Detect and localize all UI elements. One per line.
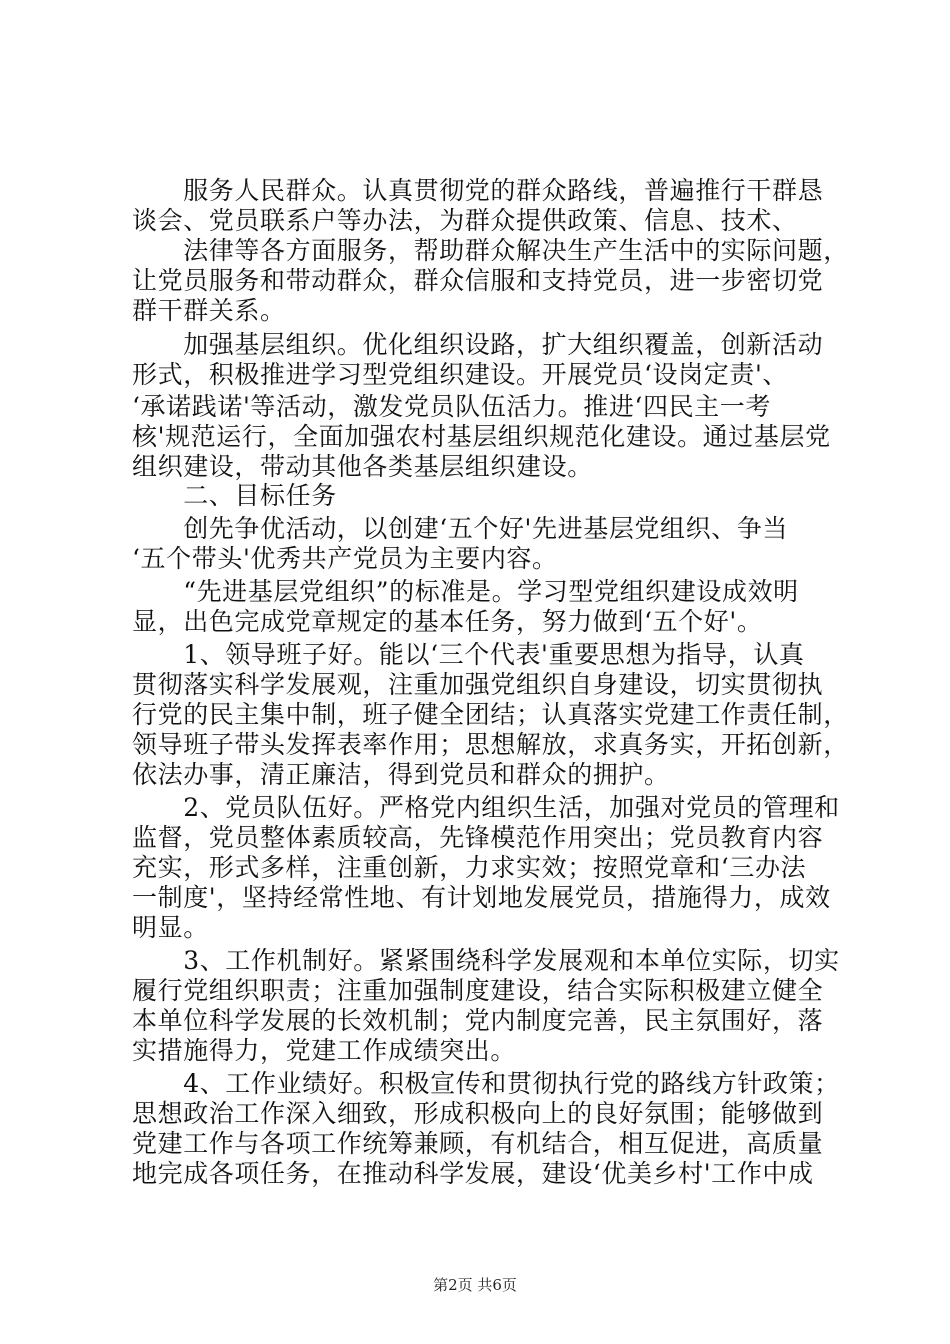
text-line: 行党的民主集中制，班子健全团结；认真落实党建工作责任制，	[132, 700, 849, 729]
text-line: 监督，党员整体素质较高，先锋模范作用突出；党员教育内容	[132, 823, 824, 852]
text-line: 组织建设，带动其他各类基层组织建设。	[132, 452, 593, 481]
text-line: 4、工作业绩好。积极宣传和贯彻执行党的路线方针政策；	[132, 1069, 840, 1098]
text-line: 法律等各方面服务，帮助群众解决生产生活中的实际问题，	[132, 236, 849, 265]
text-line: 3、工作机制好。紧紧围绕科学发展观和本单位实际，切实	[132, 946, 840, 975]
text-line: 让党员服务和带动群众，群众信服和支持党员，进一步密切党	[132, 266, 824, 295]
text-line: 履行党组织职责；注重加强制度建设，结合实际积极建立健全	[132, 976, 824, 1005]
text-line: 1、领导班子好。能以‘三个代表'重要思想为指导，认真	[132, 640, 805, 669]
text-line: 充实，形式多样，注重创新，力求实效；按照党章和‘三办法	[132, 853, 807, 882]
text-line: 依法办事，清正廉洁，得到党员和群众的拥护。	[132, 760, 670, 789]
text-line: 本单位科学发展的长效机制；党内制度完善，民主氛围好，落	[132, 1006, 824, 1035]
text-line: ‘五个带头'优秀共产党员为主要内容。	[132, 544, 558, 573]
text-line: 显，出色完成党章规定的基本任务，努力做到‘五个好'。	[132, 607, 763, 636]
text-line: 贯彻落实科学发展观，注重加强党组织自身建设，切实贯彻执	[132, 670, 824, 699]
text-line: 核'规范运行，全面加强农村基层组织规范化建设。通过基层党	[132, 422, 831, 451]
text-line: ‘承诺践诺'等活动，激发党员队伍活力。推进‘四民主一考	[132, 392, 771, 421]
text-line: 领导班子带头发挥表率作用；思想解放，求真务实，开拓创新，	[132, 730, 849, 759]
text-line: 一制度'，坚持经常性地、有计划地发展党员，措施得力，成效	[132, 883, 831, 912]
text-line: 地完成各项任务，在推动科学发展，建设‘优美乡村'工作中成	[132, 1159, 814, 1188]
text-line: 实措施得力，党建工作成绩突出。	[132, 1036, 517, 1065]
text-line: 明显。	[132, 913, 209, 942]
text-line: 思想政治工作深入细致，形成积极向上的良好氛围；能够做到	[132, 1099, 824, 1128]
section-heading: 二、目标任务	[132, 481, 337, 510]
text-line: 创先争优活动，以创建‘五个好'先进基层党组织、争当	[132, 514, 789, 543]
text-line: 党建工作与各项工作统筹兼顾，有机结合，相互促进，高质量	[132, 1129, 824, 1158]
text-line: 形式，积极推进学习型党组织建设。开展党员‘设岗定责'、	[132, 360, 789, 389]
text-line: 加强基层组织。优化组织设路，扩大组织覆盖，创新活动	[132, 330, 824, 359]
text-line: 2、党员队伍好。严格党内组织生活，加强对党员的管理和	[132, 793, 840, 822]
text-line: 服务人民群众。认真贯彻党的群众路线，普遍推行干群恳	[132, 176, 824, 205]
text-line: 谈会、党员联系户等办法，为群众提供政策、信息、技术、	[132, 206, 798, 235]
text-line: 群干群关系。	[132, 296, 286, 325]
page-number: 第2页 共6页	[433, 1276, 517, 1294]
text-line: “先进基层党组织”的标准是。学习型党组织建设成效明	[132, 577, 799, 606]
